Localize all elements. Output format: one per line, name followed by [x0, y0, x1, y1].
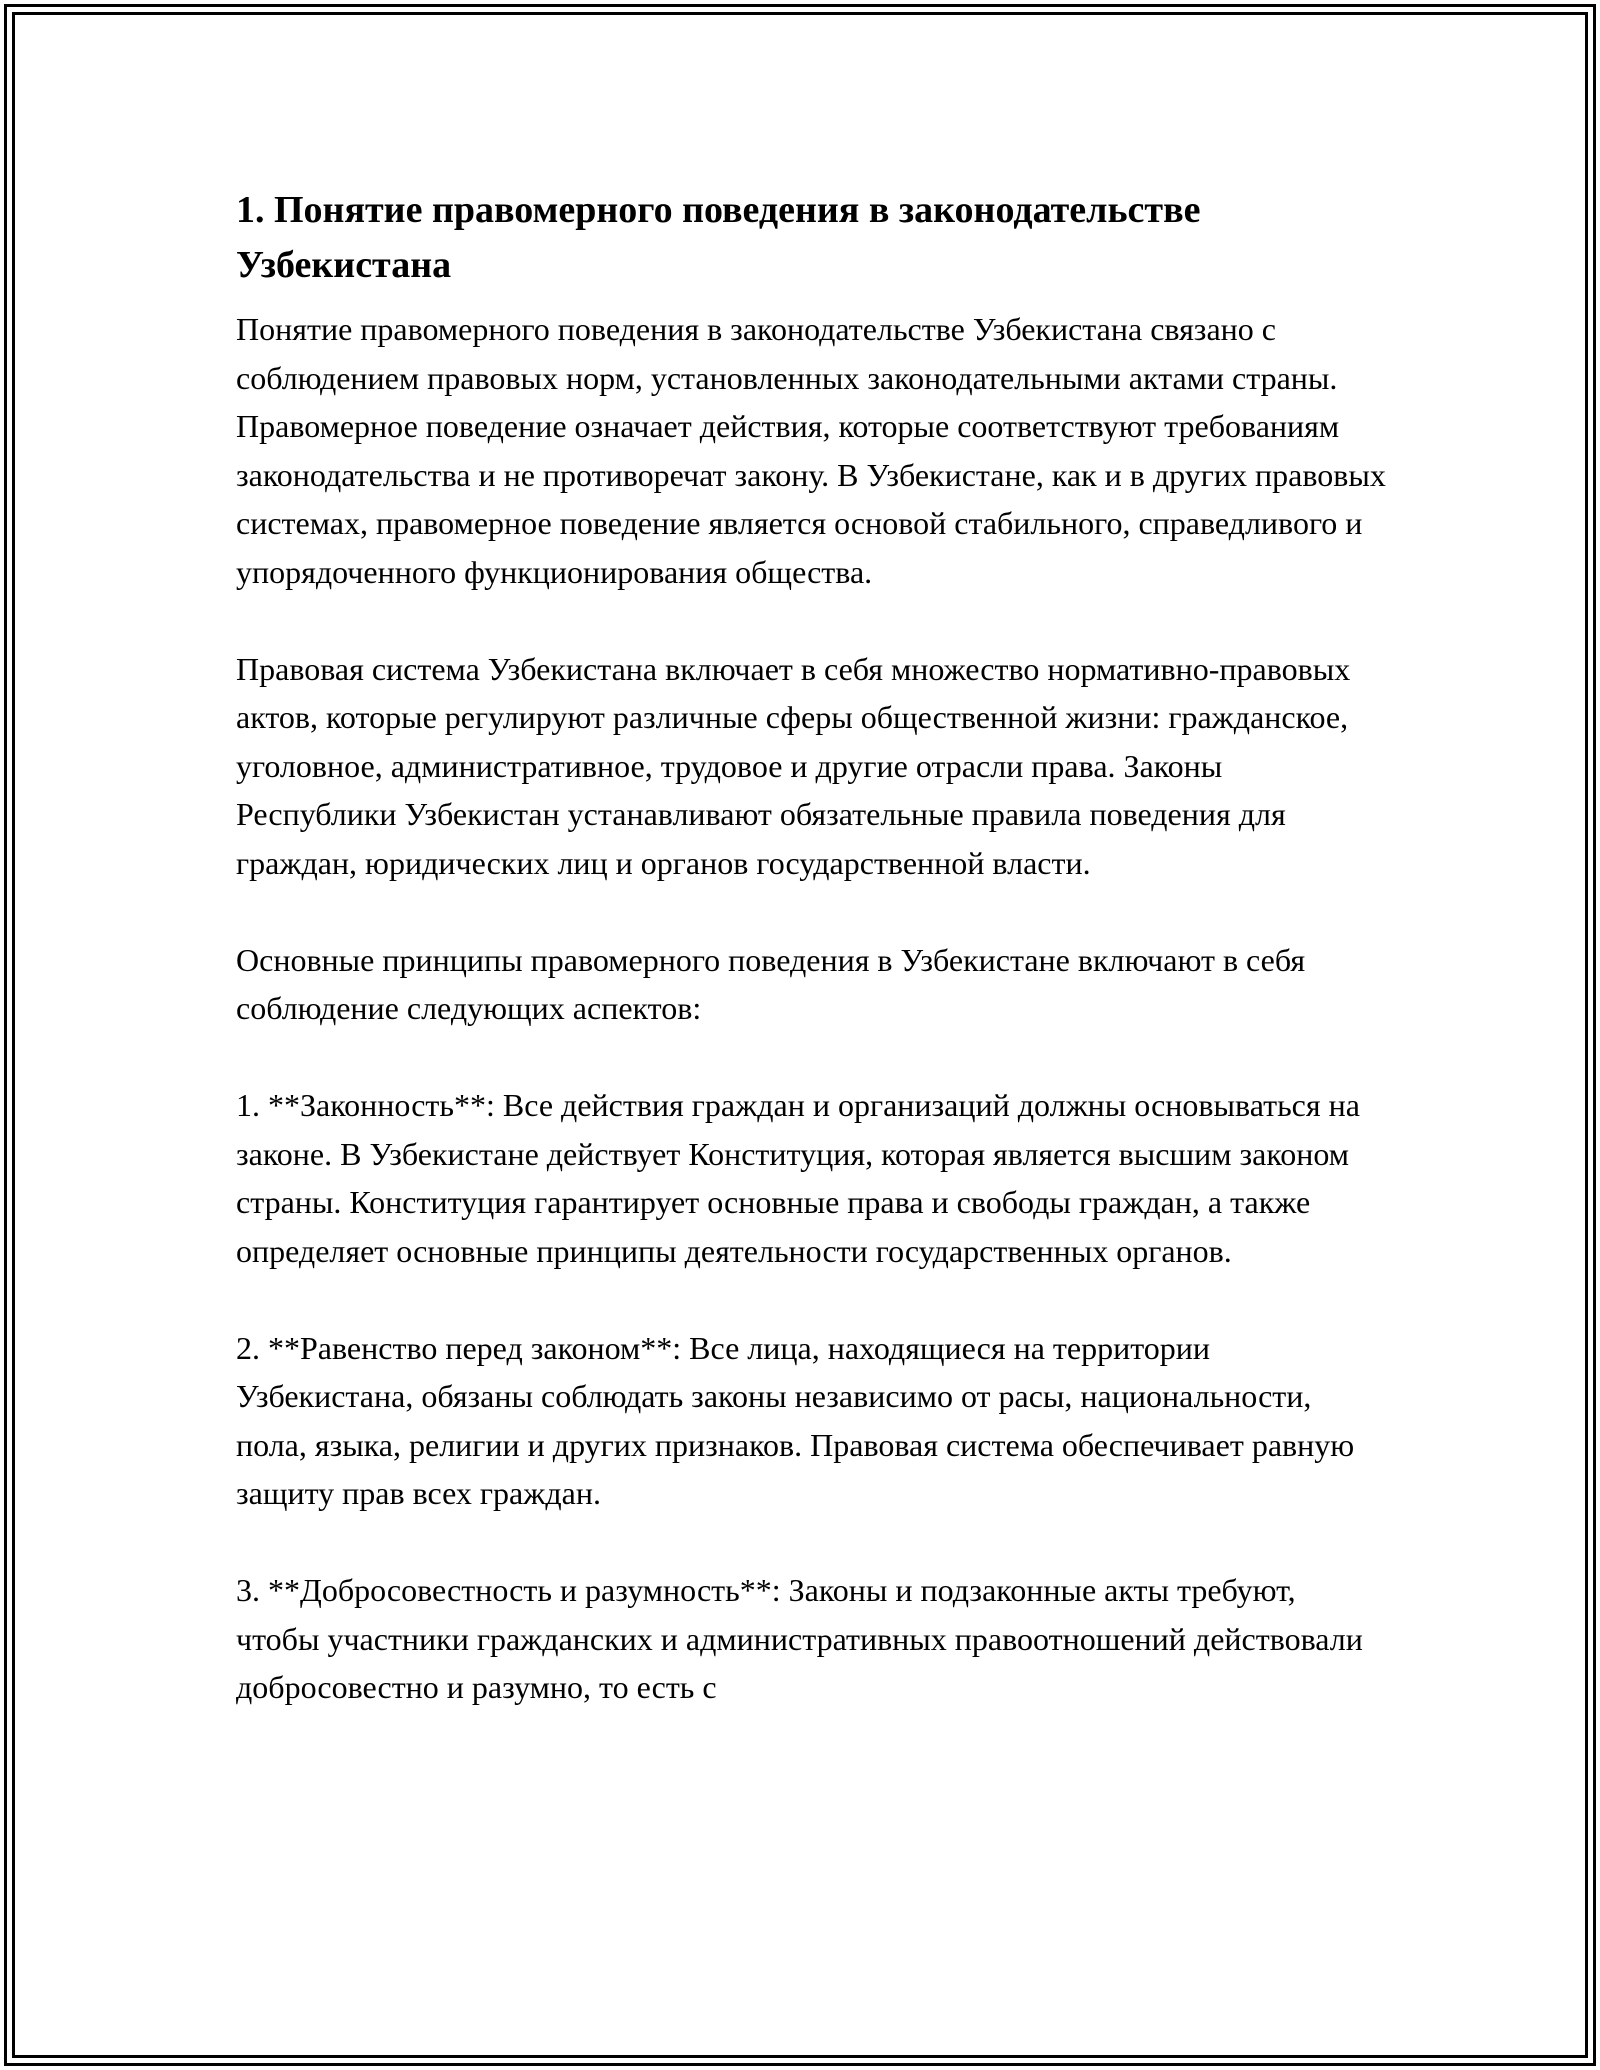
list-item-equality: 2. **Равенство перед законом**: Все лица, находящиеся на территории Узбекистана, обязаны соблюдать законы независимо от расы, национальности, пола, языка, религии и других признаков. Правовая система обеспечивает равную защиту прав всех граждан. — [236, 1329, 1355, 1511]
list-item-good-faith: 3. **Добросовестность и разумность**: Законы и подзаконные акты требуют, чтобы участники гражданских и административных правоотношений действовали добросовестно и разумно, то есть с — [236, 1572, 1363, 1705]
paragraph-legal-system: Правовая система Узбекистана включает в себя множество нормативно-правовых актов, которые регулируют различные сферы общественной жизни: гражданское, уголовное, административное, трудовое и другие отрасли права. Законы Республики Узбекистан устанавливают обязательные правила поведения для граждан, юридических лиц и органов государственной власти. — [236, 650, 1351, 881]
paragraph-intro: Понятие правомерного поведения в законодательстве Узбекистана связано с соблюдением правовых норм, установленных законодательными актами страны. Правомерное поведение означает действия, которые соответствуют требованиям законодательства и не противоречат закону. В Узбекистане, как и в других правовых системах, правомерное поведение является основой стабильного, справедливого и упорядоченного функционирования общества. — [236, 311, 1386, 590]
document-body — [236, 183, 1386, 1760]
paragraph-principles-intro: Основные принципы правомерного поведения в Узбекистане включают в себя соблюдение следующих аспектов: — [236, 941, 1306, 1026]
list-item-legality: 1. **Законность**: Все действия граждан и организаций должны основываться на законе. В Узбекистане действует Конституция, которая является высшим законом страны. Конституция гарантирует основные права и свободы граждан, а также определяет основные принципы деятельности государственных органов. — [236, 1087, 1360, 1269]
section-heading: 1. Понятие правомерного поведения в законодательстве Узбекистана — [236, 189, 1201, 286]
